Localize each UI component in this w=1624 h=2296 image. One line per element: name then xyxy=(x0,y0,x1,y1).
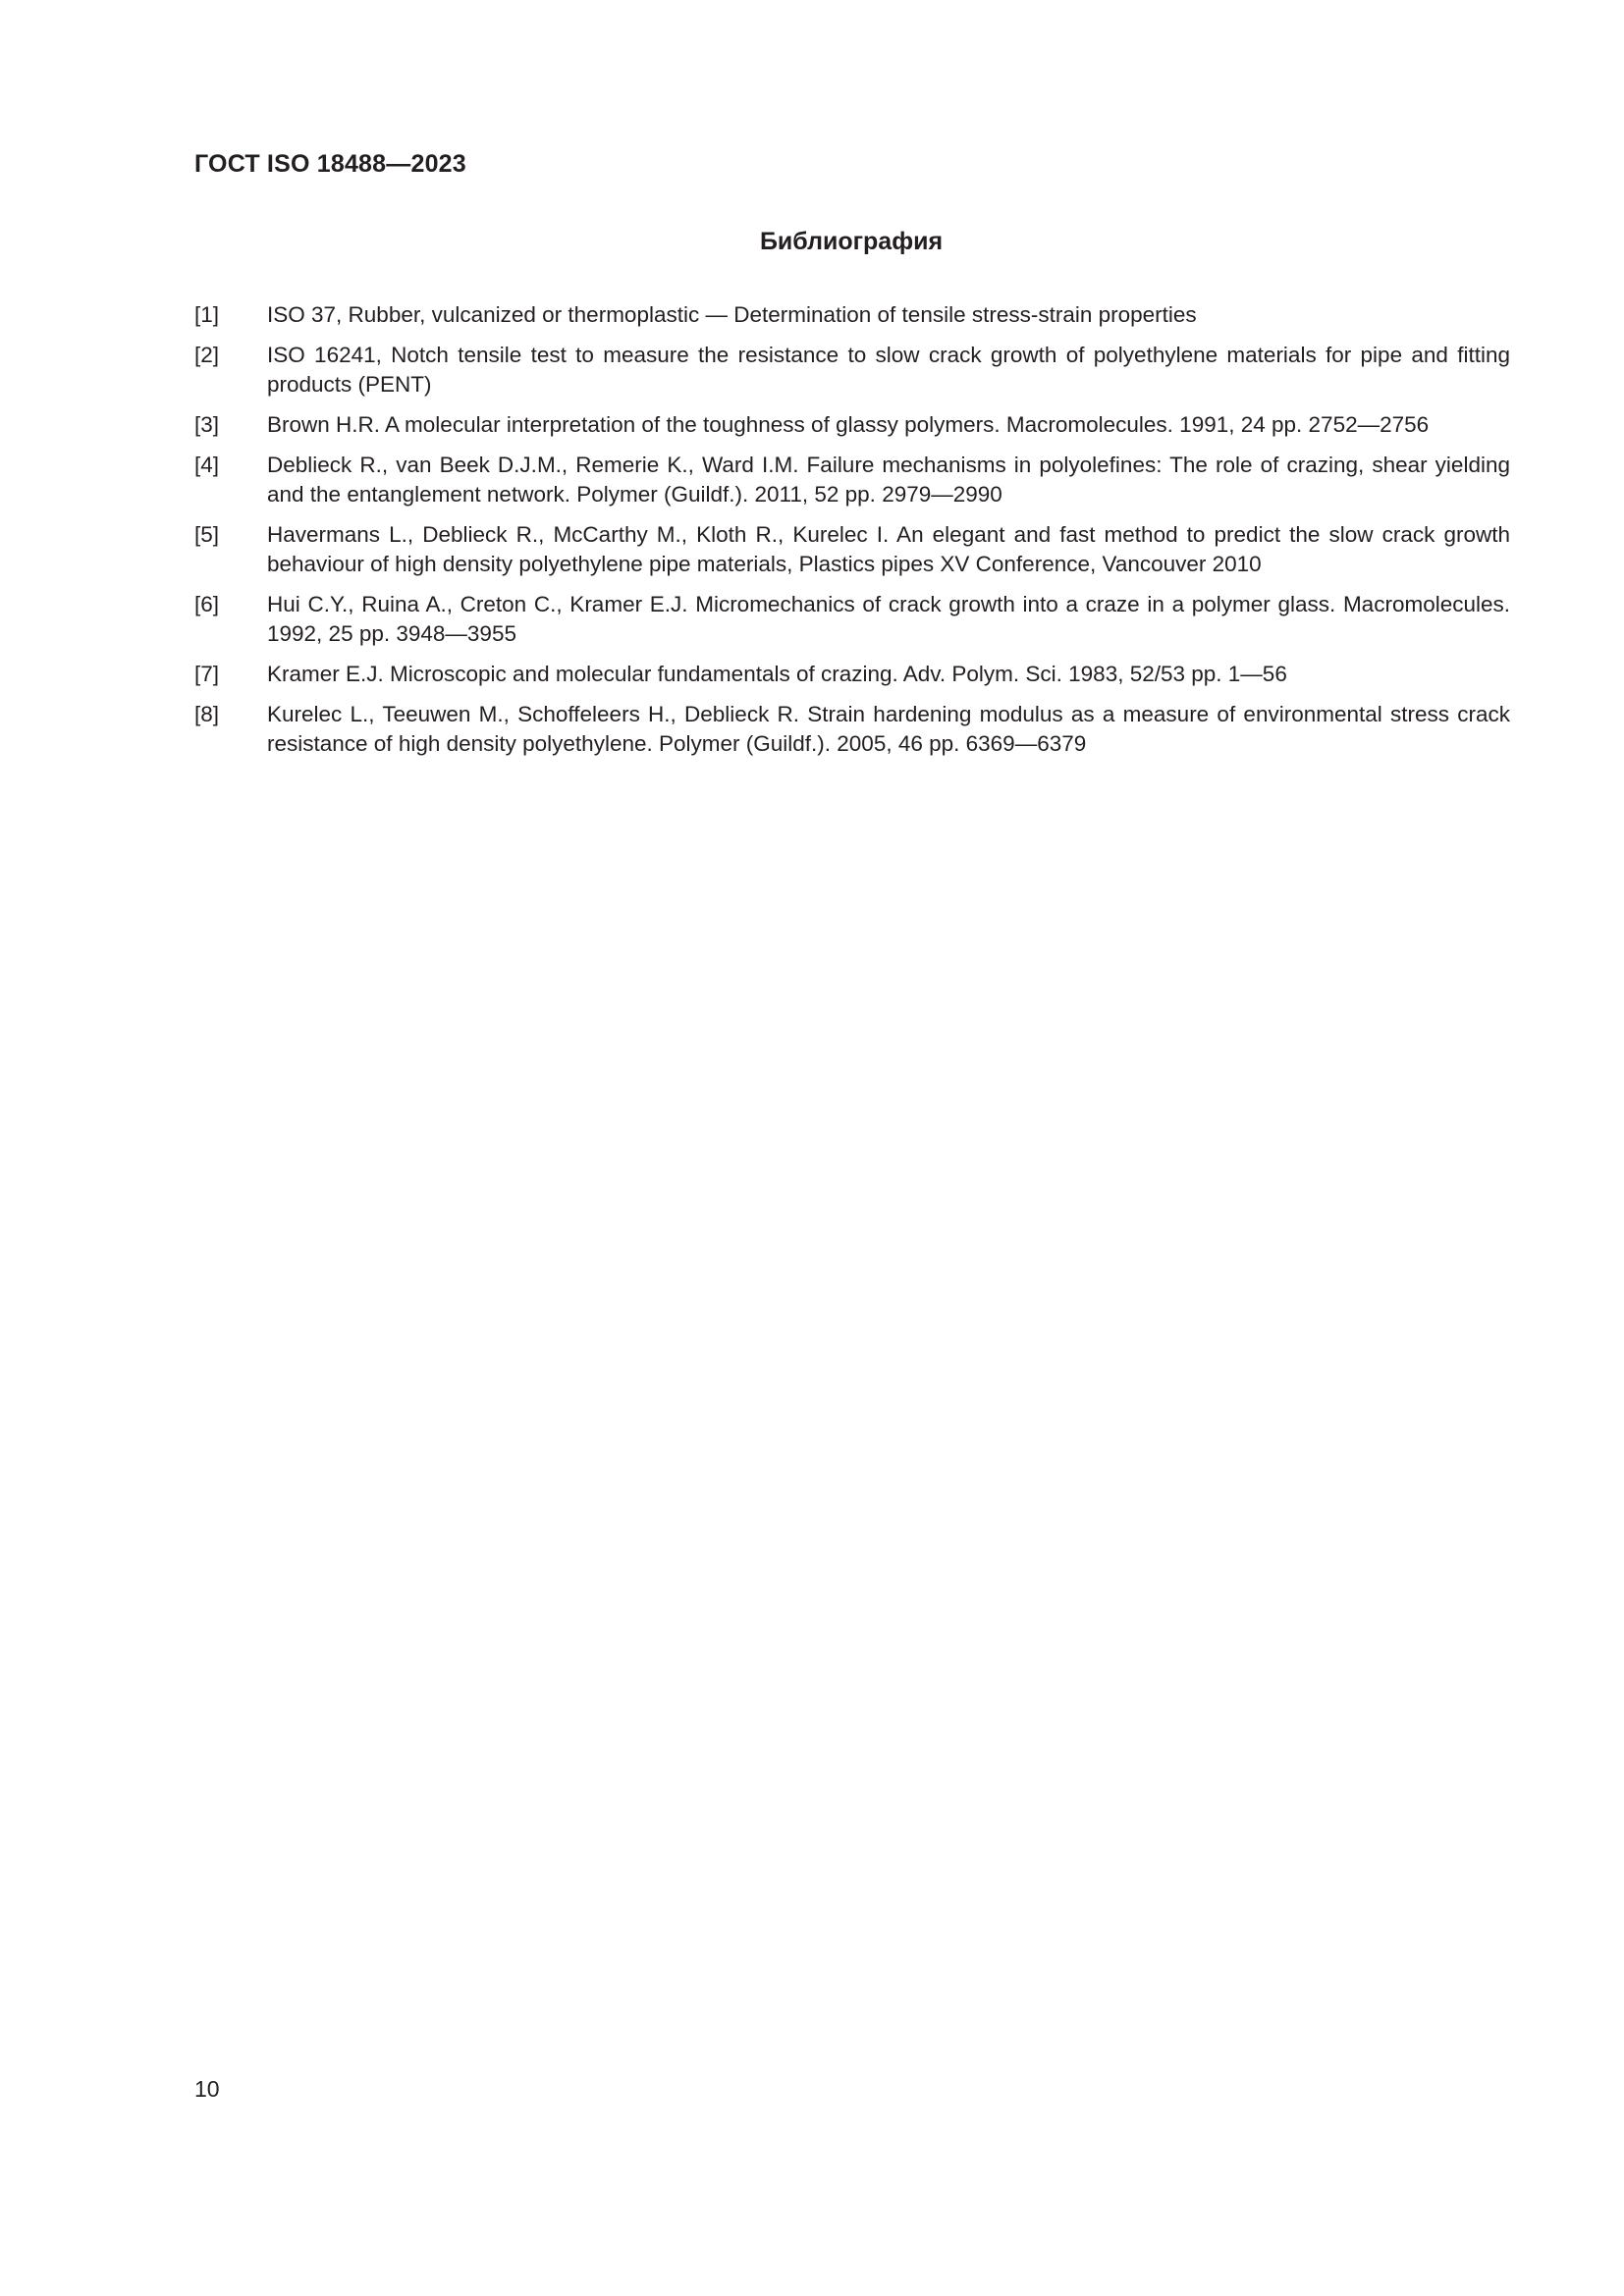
entry-number: [7] xyxy=(194,662,220,686)
entry-number: [3] xyxy=(194,412,220,437)
entry-number: [8] xyxy=(194,702,220,726)
bibliography-entry xyxy=(194,410,1510,440)
entry-number: [4] xyxy=(194,453,220,477)
bibliography-entry xyxy=(194,590,1510,649)
entry-text: Kurelec L., Teeuwen M., Schoffeleers H., Deblieck R. Strain hardening modulus as a measure of environmental stress crack resistance of high density polyethylene. Polymer (Guildf.). 2005, 46 pp. 6369—6379 xyxy=(267,702,1510,756)
entry-text: Brown H.R. A molecular interpretation of the toughness of glassy polymers. Macromolecules. 1991, 24 pp. 2752—2756 xyxy=(267,412,1430,437)
bibliography-entry xyxy=(194,341,1510,400)
entry-text: Kramer E.J. Microscopic and molecular fundamentals of crazing. Adv. Polym. Sci. 1983, 52/53 pp. 1—56 xyxy=(267,662,1287,686)
page-number: 10 xyxy=(194,2076,220,2102)
bibliography-entry xyxy=(194,451,1510,509)
bibliography-entry xyxy=(194,520,1510,579)
entry-text: ISO 16241, Notch tensile test to measure the resistance to slow crack growth of polyethylene materials for pipe and fitting products (PENT) xyxy=(267,343,1510,397)
entry-text: Deblieck R., van Beek D.J.M., Remerie K., Ward I.M. Failure mechanisms in polyolefines: The role of crazing, shear yielding and the entanglement network. Polymer (Guildf.). 2011, 52 pp. 2979—2990 xyxy=(267,453,1510,507)
section-title: Библиография xyxy=(759,228,944,255)
bibliography-list xyxy=(194,300,1510,770)
entry-text: Hui C.Y., Ruina A., Creton C., Kramer E.J. Micromechanics of crack growth into a craze in a polymer glass. Macromolecules. 1992, 25 pp. 3948—3955 xyxy=(267,592,1510,646)
entry-number: [1] xyxy=(194,302,220,327)
entry-text: Havermans L., Deblieck R., McCarthy M., Kloth R., Kurelec I. An elegant and fast method to predict the slow crack growth behaviour of high density polyethylene pipe materials, Plastics pipes XV Conference, Vancouver 2010 xyxy=(267,522,1510,576)
entry-number: [2] xyxy=(194,343,220,367)
entry-number: [5] xyxy=(194,522,220,547)
bibliography-entry xyxy=(194,300,1510,330)
bibliography-entry xyxy=(194,660,1510,689)
entry-text: ISO 37, Rubber, vulcanized or thermoplastic — Determination of tensile stress-strain properties xyxy=(267,302,1197,327)
entry-number: [6] xyxy=(194,592,220,616)
bibliography-entry xyxy=(194,700,1510,759)
document-code-header: ГОСТ ISO 18488—2023 xyxy=(194,150,466,178)
